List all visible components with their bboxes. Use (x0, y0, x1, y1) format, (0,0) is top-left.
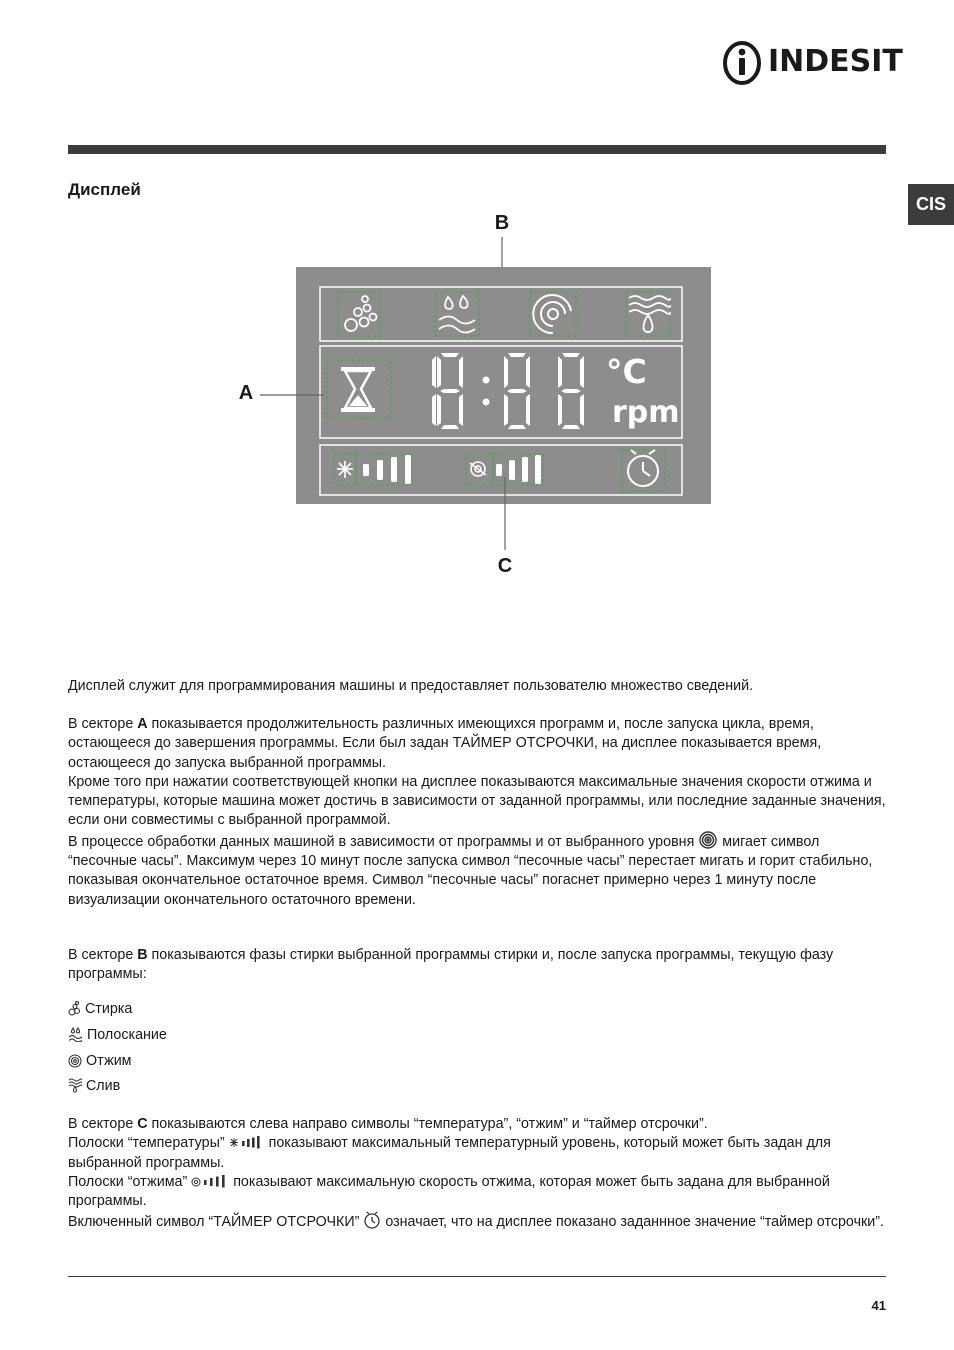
sector-c-para-2 (68, 1134, 888, 1173)
spin-bars-inline-icon (191, 1174, 229, 1189)
section-heading: Дисплей (68, 180, 141, 199)
sector-a-para-3 (68, 831, 888, 910)
spin-phase-icon (68, 1054, 82, 1068)
colon-top (483, 377, 490, 384)
phase-rinse-label: Полоскание (86, 1027, 167, 1043)
b1-post: показываются фазы стирки выбранной программы стирки и, после запуска программы, текущую фазу программы: (68, 947, 834, 983)
drain-phase-icon (68, 1078, 82, 1093)
display-diagram (230, 205, 730, 585)
label-c: C (497, 555, 513, 577)
b1-bold: B (137, 947, 148, 963)
c1-pre: В секторе (68, 1116, 138, 1132)
sector-c-para-4 (68, 1211, 888, 1232)
c2-pre: Полоски “температуры” (68, 1135, 229, 1152)
sector-a-description (68, 715, 888, 910)
temp-bar-4 (405, 455, 411, 484)
c1-post: показываются слева направо символы “температура”, “отжим” и “таймер отсрочки”. (147, 1116, 708, 1132)
wash-phase-icon (68, 1001, 81, 1016)
b1-pre: В секторе (68, 947, 138, 963)
sector-c-para-1 (68, 1115, 888, 1134)
sector-a-para-1 (68, 715, 888, 773)
a3-pre: В процессе обработки данных машиной в зависимости от программы и от выбранного уровня (68, 833, 699, 850)
c4-post: означает, что на дисплее показано заданнное значение “таймер отсрочки”. (381, 1214, 884, 1231)
label-a: A (238, 382, 254, 404)
label-b: B (494, 212, 510, 234)
spin-bar-3 (522, 457, 528, 482)
spin-bar-2 (509, 460, 515, 480)
language-tab: CIS (908, 184, 954, 225)
page-number: 41 (871, 1298, 886, 1313)
rinse-phase-icon (68, 1027, 83, 1042)
c4-pre: Включенный символ “ТАЙМЕР ОТСРОЧКИ” (68, 1214, 364, 1231)
top-divider (68, 145, 886, 154)
temp-bar-1 (363, 464, 369, 476)
unit-celsius: °C (606, 352, 647, 391)
c2-post: показывают максимальный температурный уровень, который может быть задан для выбранной программы. (68, 1135, 831, 1171)
phase-rinse (68, 1026, 167, 1045)
brand-logo (722, 40, 903, 86)
phase-spin (68, 1052, 132, 1071)
a3-post: мигает символ “песочные часы”. Максимум через 10 минут после запуска символ “песочные часы” перестает мигать и горит стабильно, показывая окончательное остаточное время. Символ “песочные часы” погаснет примерно через 1 минуту после визуализации окончательного остаточного времени. (68, 833, 873, 908)
phase-drain (68, 1077, 120, 1096)
intro-paragraph (68, 677, 888, 696)
intro-text: Дисплей служит для программирования машины и предоставляет пользователю множество сведений. (68, 678, 754, 694)
sector-c-para-3 (68, 1173, 888, 1212)
sector-b-description (68, 946, 888, 985)
display-panel (296, 267, 711, 504)
phase-wash (68, 1000, 132, 1019)
sector-a-para-2: Кроме того при нажатии соответствующей кнопки на дисплее показываются максимальные значения скорости отжима и температуры, которые машина может достичь в зависимости от заданной программы, или последние заданные значения, если они совместимы с выбранной программой. (68, 773, 886, 829)
sector-c-description (68, 1115, 888, 1233)
colon-bottom (483, 399, 490, 406)
spin-bar-4 (535, 455, 541, 484)
brand-name: INDESIT (768, 44, 903, 79)
phase-drain-label: Слив (85, 1078, 121, 1094)
temp-bar-3 (391, 457, 397, 482)
phase-spin-label: Отжим (85, 1053, 132, 1069)
temperature-bars-inline-icon (229, 1135, 265, 1150)
a1-bold: A (137, 716, 148, 732)
logo-i-icon (722, 40, 766, 86)
unit-rpm: rpm (612, 395, 680, 430)
c3-post: показывают максимальную скорость отжима, которая может быть задана для выбранной программы. (68, 1173, 830, 1210)
phase-wash-label: Стирка (84, 1001, 133, 1017)
temp-bar-2 (377, 460, 383, 480)
bottom-divider (68, 1276, 886, 1277)
spin-bar-1 (496, 464, 502, 476)
delay-timer-inline-icon (363, 1211, 381, 1229)
c3-pre: Полоски “отжима” (68, 1173, 192, 1190)
a1-post: показывается продолжительность различных имеющихся программ и, после запуска цикла, время, остающееся до завершения программы. Если был задан ТАЙМЕР ОТСРОЧКИ, на дисплее показывается время, остающееся до запуска выбранной программы. (68, 716, 822, 771)
c1-bold: C (137, 1116, 148, 1132)
sector-b-para-1 (68, 946, 888, 985)
a1-pre: В секторе (68, 716, 138, 732)
spin-level-inline-icon (698, 831, 718, 849)
